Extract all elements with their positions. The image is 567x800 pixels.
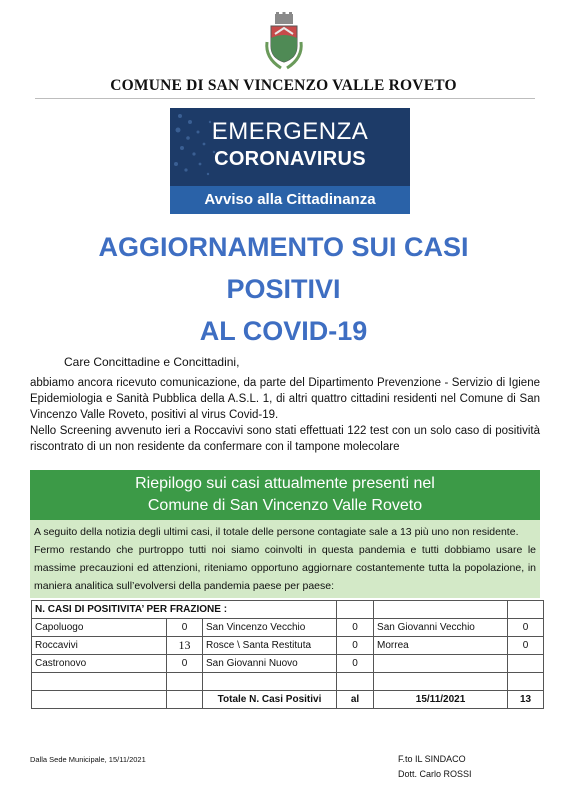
frazione-name: Capoluogo xyxy=(32,619,167,637)
table-empty-row xyxy=(32,673,544,691)
summary-paragraph-2: Fermo restando che purtroppo tutti noi siamo coinvolti in questa pandemia e tutti dobbiamo usare le massime precauzioni ed attenzioni, riteniamo opportuno aggiornare costantemente tutta la popolazione, in maniera analitica sull’evolversi della pandemia paese per paese: xyxy=(34,544,536,592)
frazione-count: 0 xyxy=(337,619,374,637)
banner-line-emergenza: EMERGENZA xyxy=(211,118,369,145)
emergency-banner xyxy=(170,108,410,214)
frazione-name: San Giovanni Nuovo xyxy=(203,655,337,673)
banner-line-avviso: Avviso alla Cittadinanza xyxy=(170,186,410,214)
summary-paragraph-1: A seguito della notizia degli ultimi casi, il totale delle persone contagiate sale a 13 più uno non residente. xyxy=(34,526,519,538)
table-header-row xyxy=(32,601,544,619)
total-label: Totale N. Casi Positivi xyxy=(203,691,337,709)
headline-line-1: AGGIORNAMENTO SUI CASI xyxy=(98,232,469,262)
headline-line-2: POSITIVI xyxy=(226,274,341,304)
frazione-count: 13 xyxy=(167,637,203,655)
signature-title: F.to IL SINDACO xyxy=(398,754,466,764)
frazione-count xyxy=(508,655,544,673)
table-row xyxy=(32,655,544,673)
municipality-title: COMUNE DI SAN VINCENZO VALLE ROVETO xyxy=(110,77,457,94)
frazione-name: San Vincenzo Vecchio xyxy=(203,619,337,637)
summary-notice xyxy=(30,520,540,598)
footer-signature xyxy=(398,752,472,782)
frazione-name xyxy=(374,655,508,673)
letter-greeting: Care Concittadine e Concittadini, xyxy=(64,355,240,369)
letter-paragraph-1: abbiamo ancora ricevuto comunicazione, da parte del Dipartimento Prevenzione - Servizio di Igiene Epidemiologia e Sanità Pubblica della A.S.L. 1, di altri quattro cittadini residenti nel Comune di San Vincenzo Valle Roveto, positivi al virus Covid-19. xyxy=(30,377,540,421)
table-title: N. CASI DI POSITIVITA’ PER FRAZIONE : xyxy=(32,601,337,619)
header-divider xyxy=(35,98,535,99)
table-row xyxy=(32,637,544,655)
total-date: 15/11/2021 xyxy=(374,691,508,709)
frazione-count: 0 xyxy=(508,619,544,637)
frazione-count: 0 xyxy=(337,655,374,673)
letter-body xyxy=(30,375,540,455)
frazione-count: 0 xyxy=(167,655,203,673)
total-value: 13 xyxy=(508,691,544,709)
frazione-name: Rosce \ Santa Restituta xyxy=(203,637,337,655)
frazione-count: 0 xyxy=(167,619,203,637)
frazione-name: Roccavivi xyxy=(32,637,167,655)
summary-heading-line-2: Comune di San Vincenzo Valle Roveto xyxy=(147,497,423,514)
summary-heading-line-1: Riepilogo sui casi attualmente presenti nel xyxy=(135,475,435,492)
total-al: al xyxy=(337,691,374,709)
headline-line-3: AL COVID-19 xyxy=(199,316,368,346)
cases-table xyxy=(31,600,544,709)
municipal-crest-logo xyxy=(263,12,305,74)
frazione-name: San Giovanni Vecchio xyxy=(374,619,508,637)
banner-line-coronavirus: CORONAVIRUS xyxy=(214,148,366,170)
summary-heading xyxy=(30,470,540,520)
frazione-name: Morrea xyxy=(374,637,508,655)
frazione-count: 0 xyxy=(508,637,544,655)
frazione-count: 0 xyxy=(337,637,374,655)
table-row xyxy=(32,619,544,637)
footer-place-date: Dalla Sede Municipale, 15/11/2021 xyxy=(30,755,146,764)
table-total-row xyxy=(32,691,544,709)
letter-paragraph-2: Nello Screening avvenuto ieri a Roccavivi sono stati effettuati 122 test con un solo caso di positività riscontrato di un non residente da confermare con il tampone molecolare xyxy=(30,425,540,453)
signature-name: Dott. Carlo ROSSI xyxy=(398,769,472,779)
frazione-name: Castronovo xyxy=(32,655,167,673)
page-headline xyxy=(0,226,567,352)
